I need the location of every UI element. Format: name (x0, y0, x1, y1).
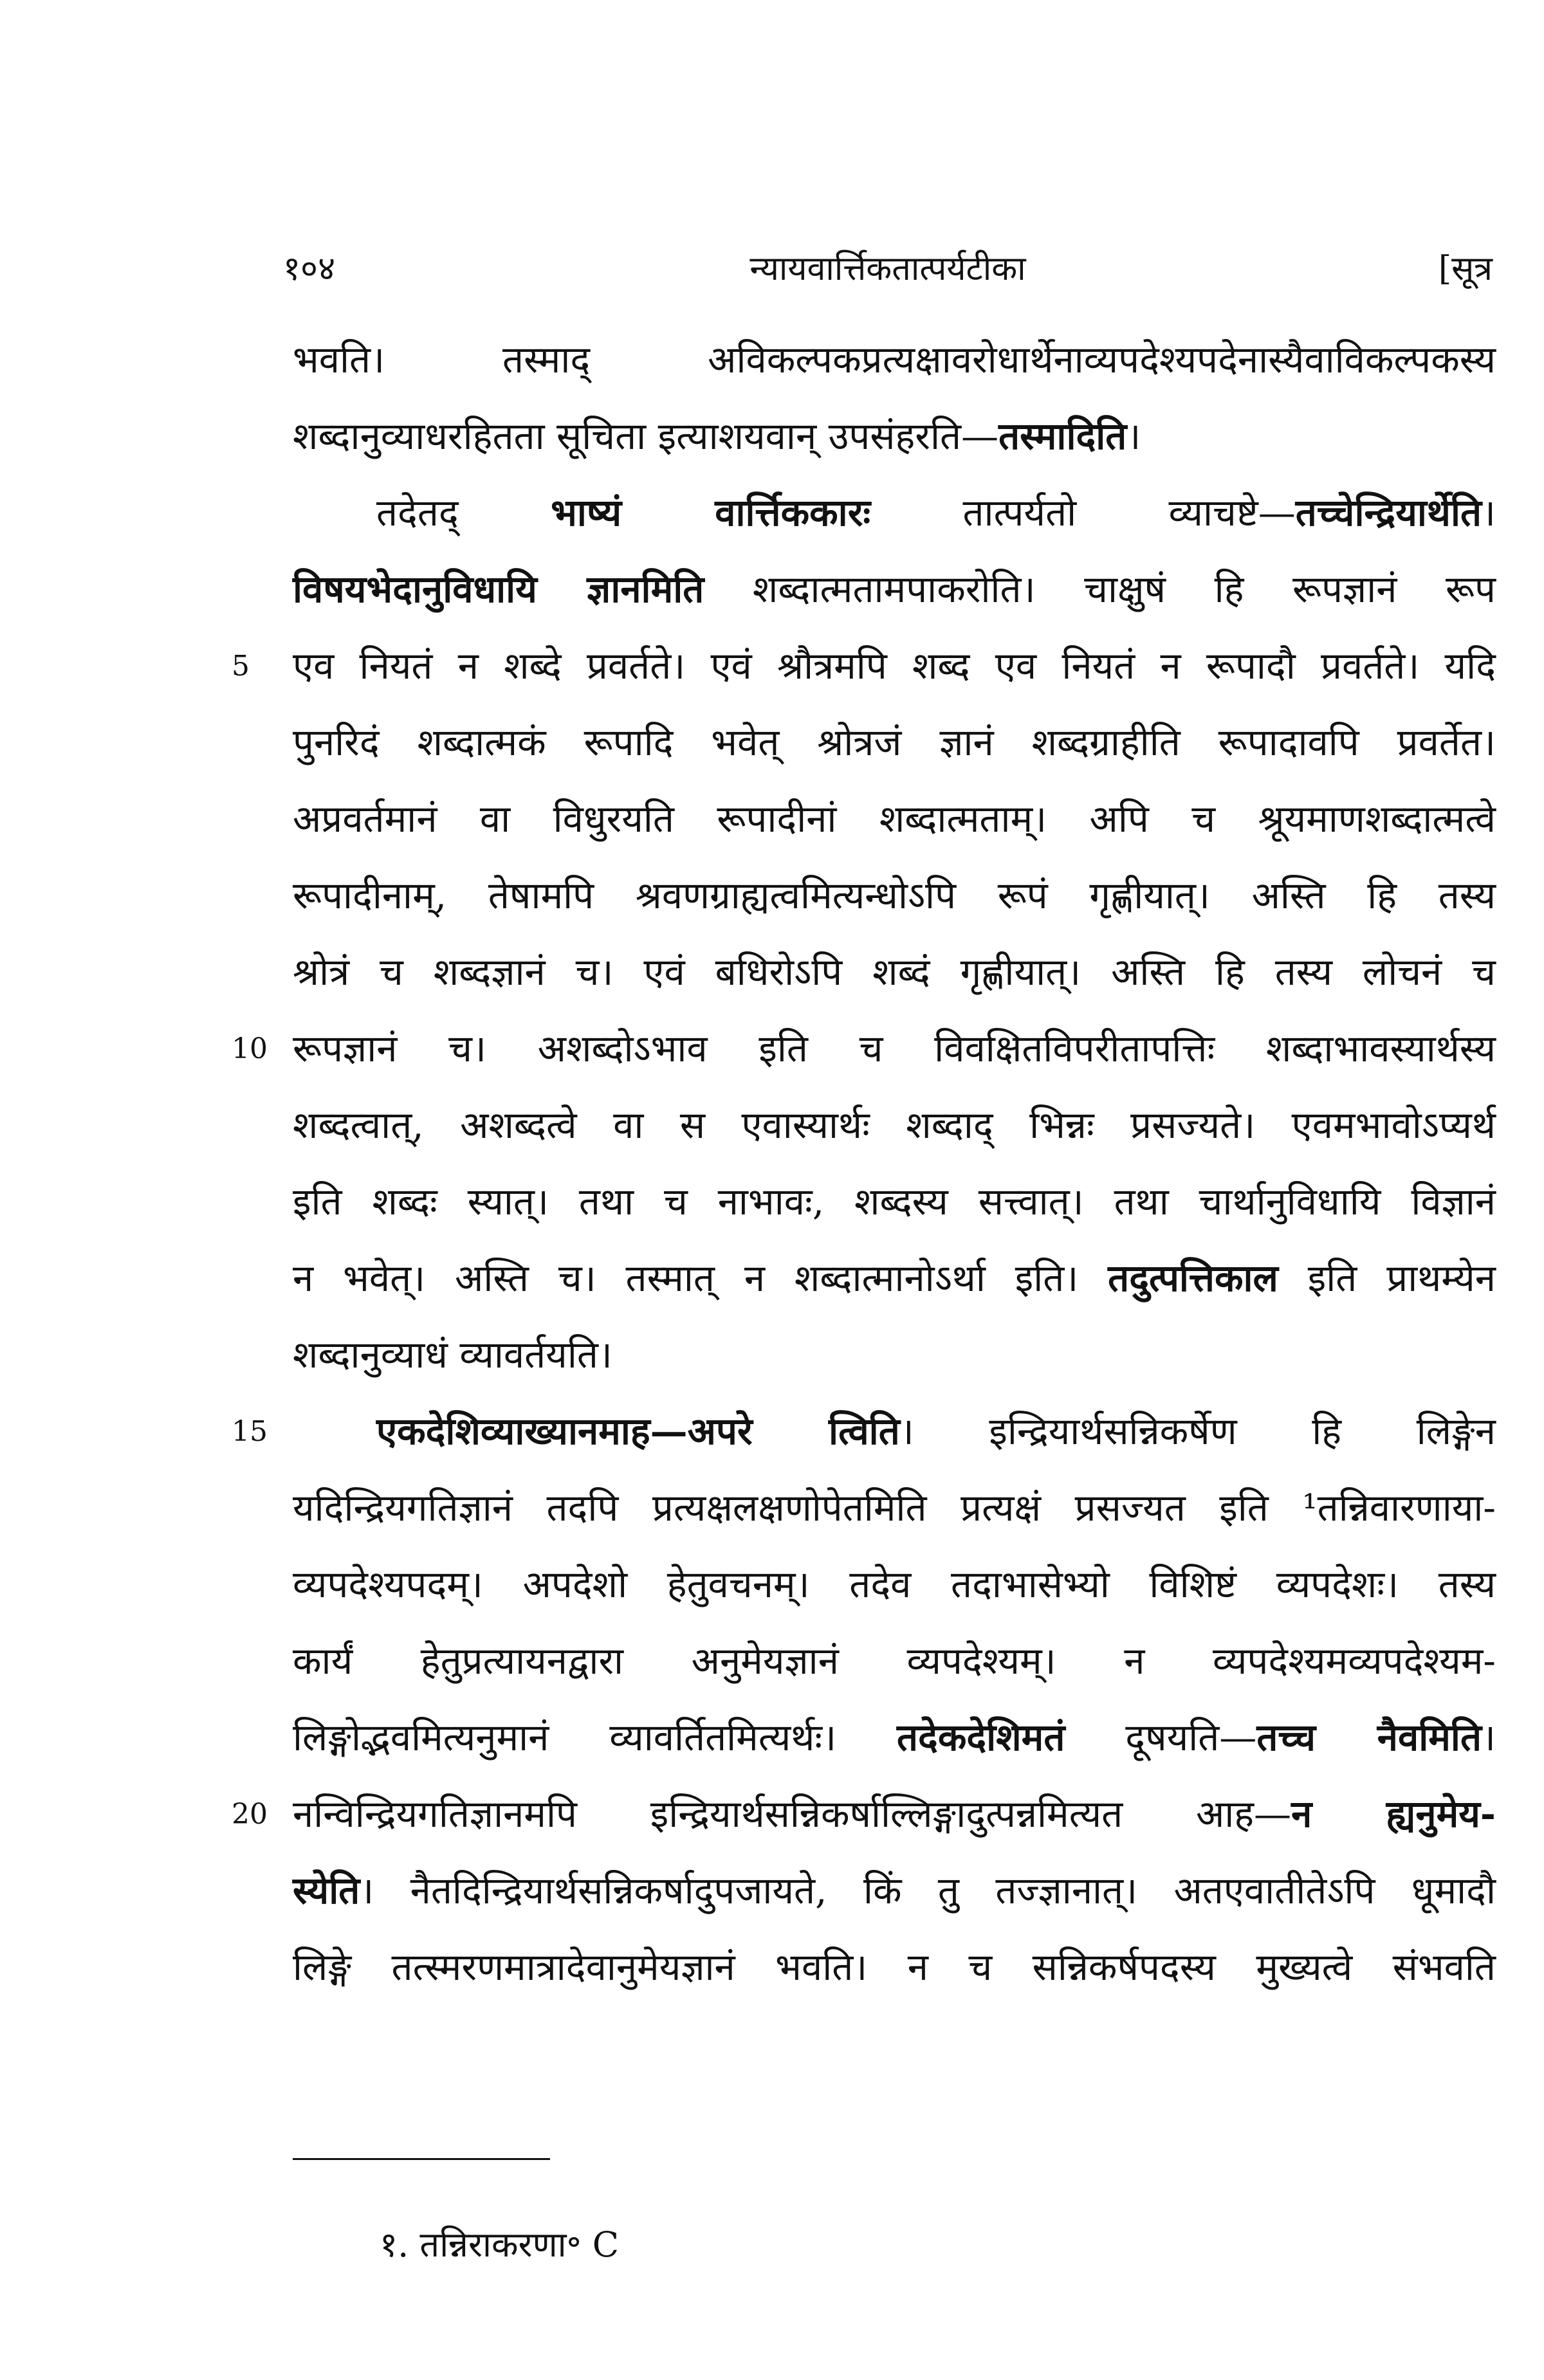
text-line (293, 1929, 1496, 2006)
text-line (293, 781, 1496, 857)
text-segment: शब्दानुव्याधरहितता सूचिता इत्याशयवान् उपसंहरति— (293, 414, 999, 458)
line-number: 5 (232, 650, 250, 682)
text-segment: नन्विन्द्रियगतिज्ञानमपि इन्द्रियार्थसन्निकर्षाल्लिङ्गादुत्पन्नमित्यत आह— (293, 1792, 1292, 1836)
text-segment: शब्दात्मतामपाकरोति। चाक्षुषं हि रूपज्ञानं रूप (704, 567, 1496, 611)
text-segment: पुनरिदं शब्दात्मकं रूपादि भवेत् श्रोत्रजं ज्ञानं शब्दग्राहीति रूपादावपि प्रवर्तेत। (293, 720, 1496, 764)
text-segment: । इन्द्रियार्थसन्निकर्षेण हि लिङ्गेन (899, 1409, 1496, 1453)
text-segment: लिङ्गोद्भवमित्यनुमानं व्यावर्तितमित्यर्थः। (293, 1716, 897, 1759)
main-text (232, 322, 1496, 2006)
bold-lemma: एकदेशिव्याख्यानमाह— (376, 1409, 688, 1453)
text-line (293, 934, 1496, 1011)
text-line (293, 1317, 1496, 1393)
bold-lemma: तच्चेन्द्रियार्थेति (1295, 491, 1482, 535)
text-segment: अप्रवर्तमानं वा विधुरयति रूपादीनां शब्दात्मताम्। अपि च श्रूयमाणशब्दात्मत्वे (293, 797, 1496, 841)
text-line (293, 551, 1496, 628)
text-segment: रूपादीनाम्, तेषामपि श्रवणग्राह्यत्वमित्यन्धोऽपि रूपं गृह्णीयात्। अस्ति हि तस्य (293, 874, 1496, 917)
bold-lemma: तदेकदेशिमतं (896, 1716, 1065, 1759)
line-number: 20 (232, 1798, 268, 1831)
bold-lemma: भाष्यं वार्त्तिककारः (551, 491, 871, 535)
text-segment: इति शब्दः स्यात्। तथा च नाभावः, शब्दस्य सत्त्वात्। तथा चार्थानुविधायि विज्ञानं (293, 1180, 1496, 1223)
text-segment: न भवेत्। अस्ति च। तस्मात् न शब्दात्मानोऽर्था इति। (293, 1256, 1108, 1300)
text-line (232, 1776, 1496, 1853)
text-segment: दूषयति— (1065, 1716, 1257, 1759)
section-marker: [सूत्र (1438, 250, 1493, 288)
text-line (293, 475, 1496, 551)
text-segment: । नैतदिन्द्रियार्थसन्निकर्षादुपजायते, किं तु तज्ज्ञानात्। अतएवातीतेऽपि धूमादौ (360, 1869, 1496, 1912)
text-line (293, 857, 1496, 934)
text-segment: एव नियतं न शब्दे प्रवर्तते। एवं श्रौत्रमपि शब्द एव नियतं न रूपादौ प्रवर्तते। यदि (293, 644, 1496, 688)
text-segment: शब्दत्वात्, अशब्दत्वे वा स एवास्यार्थः शब्दाद् भिन्नः प्रसज्यते। एवमभावोऽप्यर्थ (293, 1103, 1496, 1147)
text-line (293, 1546, 1496, 1623)
running-title: न्यायवार्त्तिकतात्पर्यटीका (749, 250, 1026, 288)
text-segment: यदिन्द्रियगतिज्ञानं तदपि प्रत्यक्षलक्षणोपेतमिति प्रत्यक्षं प्रसज्यत इति ¹तन्निवारणाया- (293, 1486, 1496, 1530)
text-segment: । (1482, 1716, 1496, 1759)
bold-lemma: तदुत्पत्तिकाल (1108, 1256, 1278, 1300)
bold-lemma: न ह्यनुमेय- (1291, 1792, 1496, 1836)
text-segment: तदेतद् (376, 491, 551, 535)
text-segment: श्रोत्रं च शब्दज्ञानं च। एवं बधिरोऽपि शब्दं गृह्णीयात्। अस्ति हि तस्य लोचनं च (293, 950, 1496, 994)
bold-lemma: विषयभेदानुविधायि ज्ञानमिति (293, 567, 704, 611)
text-line (293, 1470, 1496, 1546)
page-number: १०४ (283, 250, 336, 288)
line-number: 10 (232, 1032, 268, 1065)
text-segment: । (1126, 414, 1141, 458)
footnote-rule (293, 2158, 550, 2160)
text-line (293, 1623, 1496, 1699)
text-segment: लिङ्गे तत्स्मरणमात्रादेवानुमेयज्ञानं भवति। न च सन्निकर्षपदस्य मुख्यत्वे संभवति (293, 1945, 1496, 1989)
bold-lemma: तच्च नैवमिति (1256, 1716, 1482, 1759)
text-line (293, 1853, 1496, 1929)
text-line (293, 398, 1496, 475)
text-line (232, 628, 1496, 704)
text-segment: भवति। तस्माद् अविकल्पकप्रत्यक्षावरोधार्थेनाव्यपदेश्यपदेनास्यैवाविकल्पकस्य (293, 338, 1496, 381)
text-line (293, 322, 1496, 398)
text-segment: । (1482, 491, 1496, 535)
running-header (283, 244, 1493, 302)
text-line (232, 1011, 1496, 1087)
bold-lemma: अपरे त्विति (687, 1409, 900, 1453)
text-line (232, 1393, 1496, 1470)
text-line (293, 1164, 1496, 1240)
text-line (293, 1240, 1496, 1317)
line-number: 15 (232, 1415, 268, 1448)
footnote: १. तन्निराकरणा॰ C (380, 2224, 620, 2265)
text-segment: इति प्राथम्येन (1278, 1256, 1496, 1300)
text-segment: रूपज्ञानं च। अशब्दोऽभाव इति च विवक्षितविपरीतापत्तिः शब्दाभावस्यार्थस्य (293, 1027, 1496, 1070)
text-line (293, 1699, 1496, 1776)
bold-lemma: स्येति (293, 1869, 360, 1912)
text-segment: तात्पर्यतो व्याचष्टे— (870, 491, 1296, 535)
text-line (293, 704, 1496, 781)
text-line (293, 1087, 1496, 1164)
text-segment: कार्यं हेतुप्रत्यायनद्वारा अनुमेयज्ञानं व्यपदेश्यम्। न व्यपदेश्यमव्यपदेश्यम- (293, 1639, 1496, 1683)
text-segment: शब्दानुव्याधं व्यावर्तयति। (293, 1333, 612, 1377)
bold-lemma: तस्मादिति (998, 414, 1127, 458)
text-segment: व्यपदेश्यपदम्। अपदेशो हेतुवचनम्। तदेव तदाभासेभ्यो विशिष्टं व्यपदेशः। तस्य (293, 1562, 1496, 1606)
